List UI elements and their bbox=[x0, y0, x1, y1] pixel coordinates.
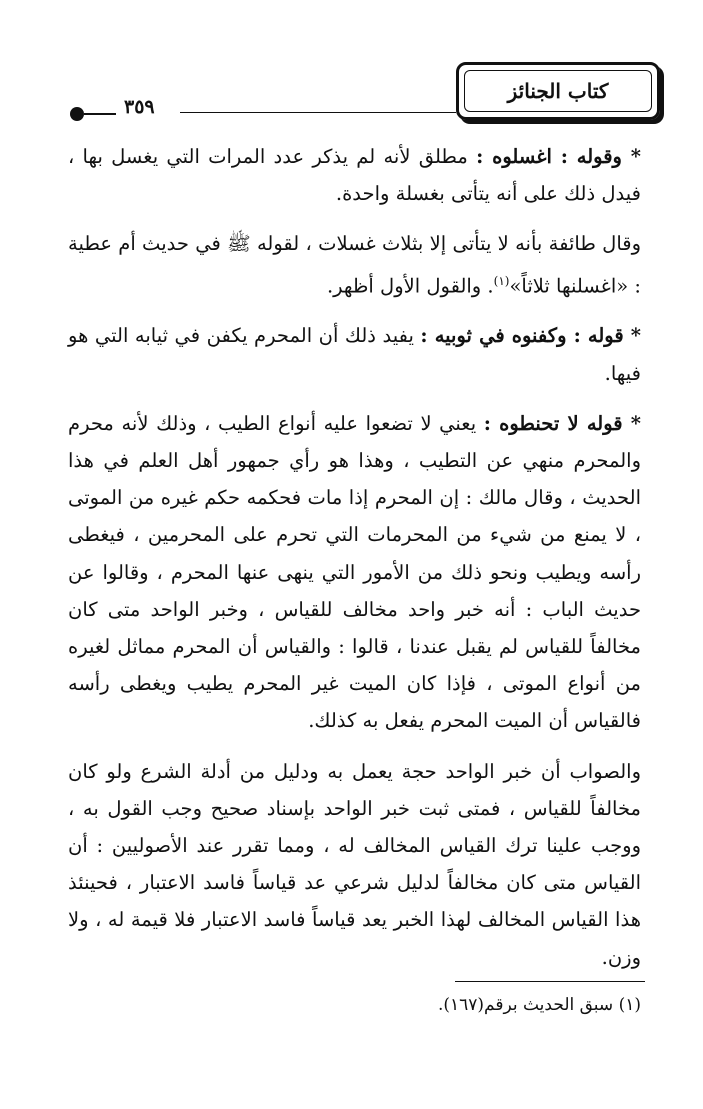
chapter-title: كتاب الجنائز bbox=[464, 70, 652, 112]
paragraph-1 bbox=[68, 138, 641, 212]
paragraph-5-text: والصواب أن خبر الواحد حجة يعمل به ودليل من أدلة الشرع ولو كان مخالفاً للقياس ، فمتى ثبت خبر الواحد بإسناد صحيح وجب القول به ، ووجب علينا ترك القياس المخالف له ، ومما تقرر عند الأصوليين : أن القياس متى كان مخالفاً لدليل شرعي عد قياساً فاسد الاعتبار ، فحينئذ هذا القياس المخالف لهذا الخبر يعد قياساً فاسد الاعتبار فلا قيمة له ، ولا وزن. bbox=[68, 759, 641, 969]
header-rule bbox=[180, 112, 456, 113]
paragraph-2 bbox=[68, 225, 641, 304]
paragraph-3-label: * قوله : وكفنوه في ثوبيه : bbox=[420, 324, 642, 348]
paragraph-3-text: يفيد ذلك أن المحرم يكفن في ثيابه التي هو فيها. bbox=[68, 324, 641, 385]
paragraph-4-text: يعني لا تضعوا عليه أنواع الطيب ، وذلك لأنه محرم والمحرم منهي عن التطيب ، وهذا هو رأي جمهور أهل العلم في هذا الحديث ، وقال مالك : إن المحرم إذا مات فحكمه حكم غيره من الموتى ، لا يمنع من شيء من المحرمات التي تحرم على المحرمين ، فيغطى رأسه ويطيب ونحو ذلك من الأمور التي ينهى عنها المحرم ، وقالوا عن حديث الباب : أنه خبر واحد مخالف للقياس ، وخبر الواحد متى كان مخالفاً للقياس لم يقبل عندنا ، قالوا : والقياس أن المحرم مماثل لغيره من أنواع الموتى ، فإذا كان الميت غير المحرم يطيب ويغطى رأسه فالقياس أن الميت المحرم يفعل به كذلك. bbox=[68, 411, 641, 733]
header-dash bbox=[84, 113, 116, 115]
page-number: ٣٥٩ bbox=[124, 96, 155, 118]
paragraph-4-label: * قوله لا تحنطوه : bbox=[483, 411, 641, 435]
footnote: (١) سبق الحديث برقم(١٦٧). bbox=[437, 995, 641, 1015]
paragraph-5 bbox=[68, 753, 641, 976]
header-dot bbox=[70, 107, 84, 121]
chapter-title-box bbox=[456, 62, 660, 120]
footnote-separator bbox=[455, 981, 645, 982]
paragraph-3 bbox=[68, 317, 641, 391]
footnote-ref: (١) bbox=[493, 273, 510, 288]
paragraph-2-text: وقال طائفة بأنه لا يتأتى إلا بثلاث غسلات ، لقوله ﷺ في حديث أم عطية : «اغسلنها ثلاثاً» bbox=[68, 232, 641, 298]
paragraph-4 bbox=[68, 405, 641, 740]
paragraph-1-label: * وقوله : اغسلوه : bbox=[476, 145, 642, 168]
paragraph-1-text: مطلق لأنه لم يذكر عدد المرات التي يغسل بها ، فيدل ذلك على أنه يتأتى بغسلة واحدة. bbox=[68, 145, 641, 206]
page-body bbox=[68, 138, 641, 989]
paragraph-2-tail: . والقول الأول أظهر. bbox=[326, 274, 494, 298]
